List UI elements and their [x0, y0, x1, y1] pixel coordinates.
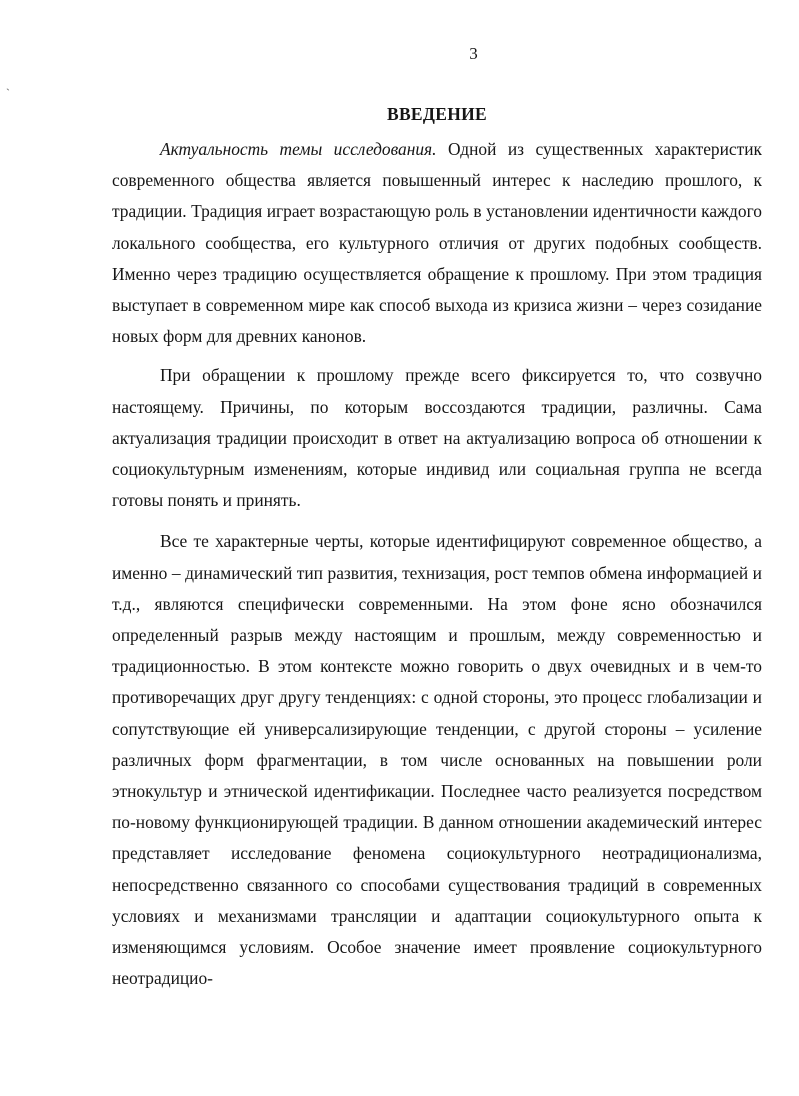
scan-mark: `	[6, 86, 10, 100]
paragraph-text: Одной из существенных характеристик современного общества является повышенный интерес к наследию прошлого, к традиции. Традиция играет возрастающую роль в установлении идентичности каждого локального сообщества, его культурного отличия от других подобных сообществ. Именно через традицию осуществляется обращение к прошлому. При этом традиция выступает в современном мире как способ выхода из кризиса жизни – через созидание новых форм для древних канонов.	[112, 139, 762, 347]
paragraph-lead-italic: Актуальность темы исследования.	[160, 139, 437, 159]
page-number: 3	[469, 44, 478, 63]
paragraph-modern-society: Все те характерные черты, которые идентифицируют современное общество, а именно – динамический тип развития, технизация, рост темпов обмена информацией и т.д., являются специфически современными. На этом фоне ясно обозначился определенный разрыв между настоящим и прошлым, между современностью и традиционностью. В этом контексте можно говорить о двух очевидных и в чем-то противоречащих друг другу тенденциях: с одной стороны, это процесс глобализации и сопутствующие ей универсализирующие тенденции, с другой стороны – усиление различных форм фрагментации, в том числе основанных на повышении роли этнокультур и этнической идентификации. Последнее часто реализуется посредством по-новому функционирующей традиции. В данном отношении академический интерес представляет исследование феномена социокультурного неотрадиционализма, непосредственно связанного со способами существования традиций в современных условиях и механизмами трансляции и адаптации социокультурного опыта к изменяющимся условиям. Особое значение имеет проявление социокультурного неотрадицио-	[112, 531, 762, 989]
document-body	[112, 100, 762, 994]
section-heading: ВВЕДЕНИЕ	[386, 104, 488, 124]
paragraph-relevance	[112, 134, 762, 352]
paragraph-past: При обращении к прошлому прежде всего фиксируется то, что созвучно настоящему. Причины, по которым воссоздаются традиции, различны. Сама актуализация традиции происходит в ответ на актуализацию вопроса об отношении к социокультурным изменениям, которые индивид или социальная группа не всегда готовы понять и принять.	[112, 365, 762, 511]
